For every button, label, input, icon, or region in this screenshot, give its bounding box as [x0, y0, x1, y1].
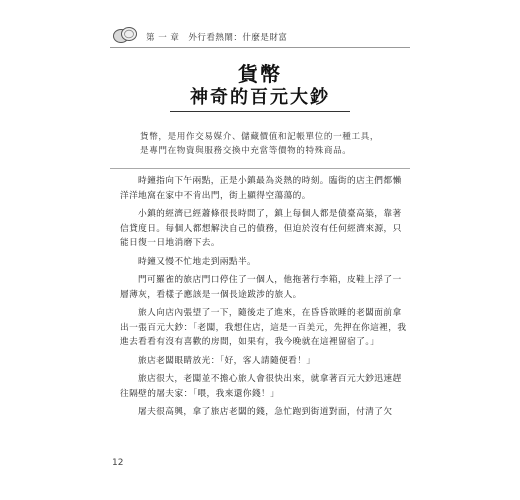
- body-text: [120, 174, 410, 424]
- paragraph: 時鐘指向下午兩點，正是小鎮最為炎熱的時刻。臨街的店主們都懶洋洋地窩在家中不肯出門，街上顯得空蕩蕩的。: [120, 176, 402, 201]
- definition-box: [140, 130, 410, 158]
- paragraph: 旅店老闆眼睛放光：「好，客人請隨便看！」: [138, 355, 316, 366]
- paragraph: 時鐘又慢不忙地走到兩點半。: [138, 256, 257, 267]
- coins-icon: [112, 26, 138, 44]
- header-divider: [110, 47, 410, 48]
- chapter-header: 第 一 章 外行看熱鬧：什麼是財富: [146, 33, 288, 43]
- definition-line: 是專門在物資與服務交換中充當等價物的特殊商品。: [140, 146, 352, 156]
- paragraph: 旅店很大，老闆並不擔心旅人會很快出來，就拿著百元大鈔迅速趕往隔壁的屠夫家：「喂，我來還你錢！」: [120, 374, 402, 399]
- page-number: 12: [112, 458, 124, 468]
- paragraph: 屠夫很高興，拿了旅店老闆的錢，急忙跑到街道對面，付清了欠: [138, 407, 393, 417]
- paragraph: 小鎮的經濟已經蕭條很長時間了，鎮上每個人都是債臺高築，靠著信貸度日。每個人都想解決自己的債務，但迫於沒有任何經濟來源，只能日復一日地消磨下去。: [120, 209, 402, 248]
- paragraph: 門可羅雀的旅店門口停住了一個人，他拖著行李箱，皮鞋上浮了一層薄灰，看樣子應該是一個長途跋涉的旅人。: [120, 275, 402, 300]
- section-divider: [110, 168, 410, 169]
- definition-line: 貨幣，是用作交易媒介、儲藏價值和記帳單位的一種工具，: [140, 132, 380, 142]
- title-divider: [170, 111, 350, 112]
- paragraph: 旅人向店內張望了一下，隨後走了進來，在昏昏欲睡的老闆面前拿出一張百元大鈔：「老闆，我想住店，這是一百美元，先押在你這裡，我進去看看有沒有喜歡的房間，如果有，我今晚就在這裡留宿了。」: [120, 308, 407, 347]
- page-title: 貨幣: [238, 62, 282, 86]
- page-subtitle: 神奇的百元大鈔: [190, 87, 330, 108]
